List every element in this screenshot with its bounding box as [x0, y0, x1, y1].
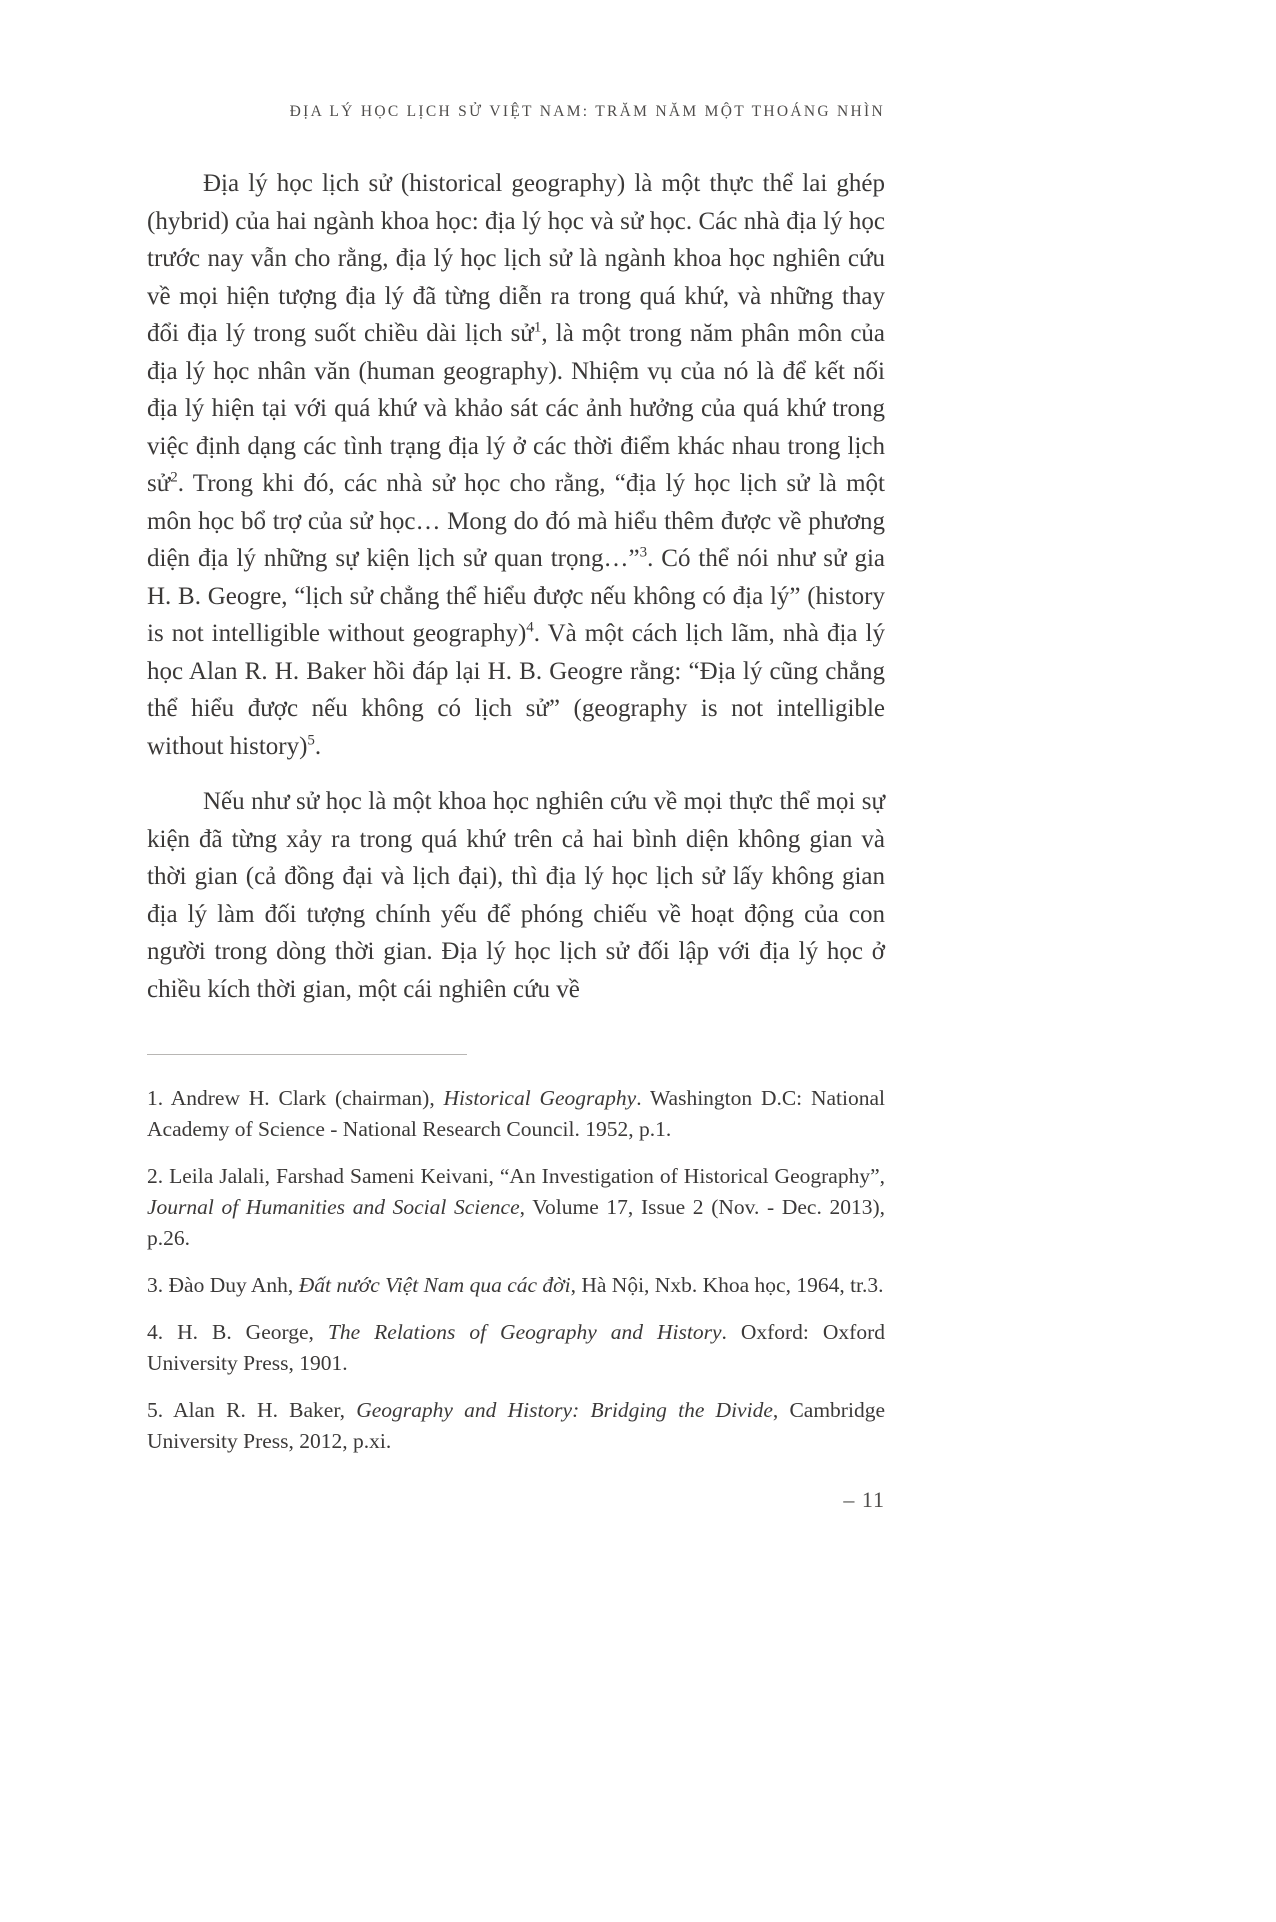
type-area: [147, 0, 885, 1513]
footnote-2: 2. Leila Jalali, Farshad Sameni Keivani, “An Investigation of Historical Geography”, Journal of Humanities and Social Science, Volume 17, Issue 2 (Nov. - Dec. 2013), p.26.: [147, 1163, 886, 1250]
footnote-5: 5. Alan R. H. Baker, Geography and History: Bridging the Divide, Cambridge University Press, 2012, p.xi.: [147, 1397, 885, 1453]
footnote-3: 3. Đào Duy Anh, Đất nước Việt Nam qua các đời, Hà Nội, Nxb. Khoa học, 1964, tr.3.: [147, 1272, 884, 1297]
footnote-1: 1. Andrew H. Clark (chairman), Historical Geography. Washington D.C: National Academy of Science - National Research Council. 1952, p.1.: [147, 1086, 885, 1141]
footnote-4: 4. H. B. George, The Relations of Geography and History. Oxford: Oxford University Press, 1901.: [147, 1319, 885, 1375]
running-header: ĐỊA LÝ HỌC LỊCH SỬ VIỆT NAM: TRĂM NĂM MỘT THOÁNG NHÌN: [289, 103, 885, 120]
body-paragraph-2: Nếu như sử học là một khoa học nghiên cứu về mọi thực thể mọi sự kiện đã từng xảy ra trong quá khứ trên cả hai bình diện không gian và thời gian (cả đồng đại và lịch đại), thì địa lý học lịch sử lấy không gian địa lý làm đối tượng chính yếu để phóng chiếu về hoạt động của con người trong dòng thời gian. Địa lý học lịch sử đối lập với địa lý học ở chiều kích thời gian, một cái nghiên cứu về: [147, 788, 885, 1003]
body-paragraph-1: Địa lý học lịch sử (historical geography) là một thực thể lai ghép (hybrid) của hai ngành khoa học: địa lý học và sử học. Các nhà địa lý học trước nay vẫn cho rằng, địa lý học lịch sử là ngành khoa học nghiên cứu về mọi hiện tượng địa lý đã từng diễn ra trong quá khứ, và những thay đổi địa lý trong suốt chiều dài lịch sử$^1$, là một trong năm phân môn của địa lý học nhân văn (human geography). Nhiệm vụ của nó là để kết nối địa lý hiện tại với quá khứ và khảo sát các ảnh hưởng của quá khứ trong việc định dạng các tình trạng địa lý ở các thời điểm khác nhau trong lịch sử$^2$. Trong khi đó, các nhà sử học cho rằng, “địa lý học lịch sử là một môn học bổ trợ của sử học… Mong do đó mà hiểu thêm được về phương diện địa lý những sự kiện lịch sử quan trọng…”$^3$. Có thể nói như sử gia H. B. Geogre, “lịch sử chẳng thể hiểu được nếu không có địa lý” (history is not intelligible without geography)$^4$. Và một cách lịch lãm, nhà địa lý học Alan R. H. Baker hồi đáp lại H. B. Geogre rằng: “Địa lý cũng chẳng thể hiểu được nếu không có lịch sử” (geography is not intelligible without history)$^5$.: [147, 170, 886, 760]
page-number: – 11: [843, 1486, 885, 1512]
footnote-separator: [147, 1054, 467, 1055]
